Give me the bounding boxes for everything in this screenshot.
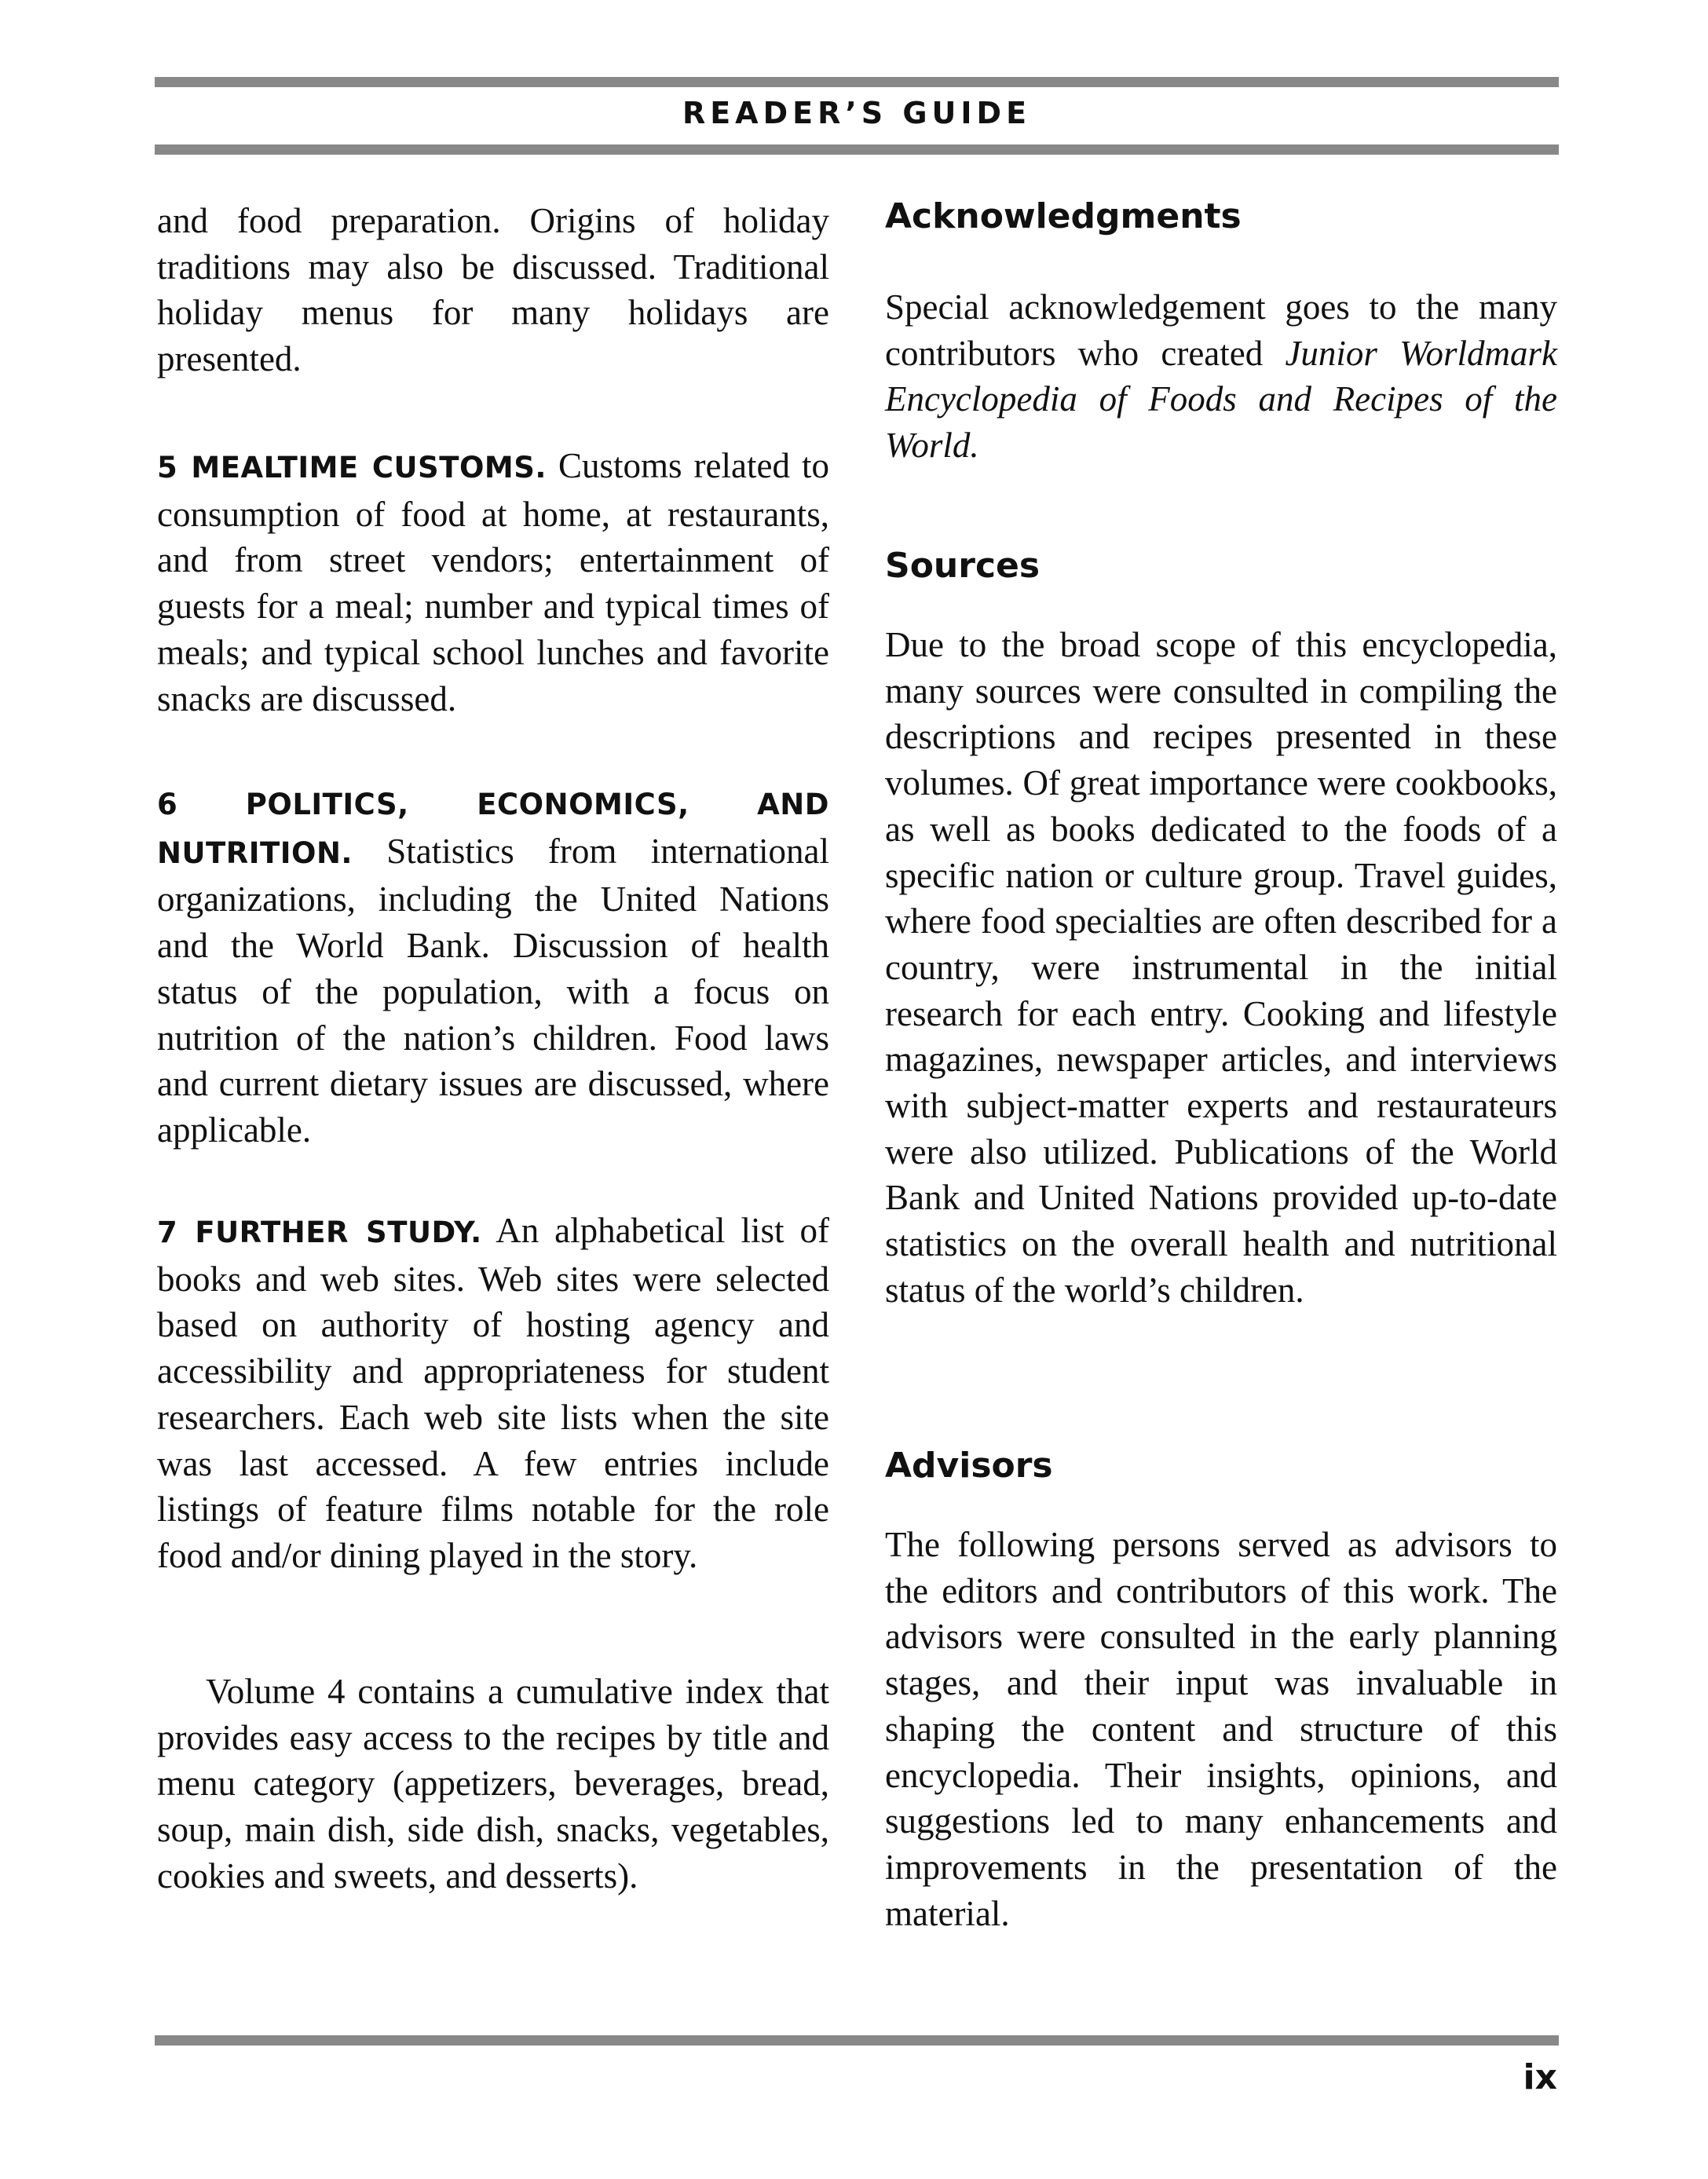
paragraph-further-study [157,1208,829,1579]
section-text: Statistics from international organizations, including the United Nations and the World Bank. Discussion of health status of the population, with a focus on nutrition of the nation’s children. Food laws and current dietary issues are discussed, where applicable. [157,831,829,1150]
paragraph-volume-4-index: Volume 4 contains a cumulative index that provides easy access to the recipes by title and menu category (appetizers, beverages, bread, soup, main dish, side dish, snacks, vegetables, cookies and sweets, and desserts). [157,1672,829,1896]
heading-sources: Sources [885,546,1041,586]
section-lead: 7 FURTHER STUDY. [157,1216,482,1249]
section-lead: 6 POLITICS, ECONOMICS, AND NUTRITION. [157,788,829,870]
page-number: ix [1523,2057,1557,2097]
section-text: An alphabetical list of books and web sites. Web sites were selected based on authority of hosting agency and accessibility and appropriateness for student researchers. Each web site lists when the site was last accessed. A few entries include listings of feature films notable for the role food and/or dining played in the story. [157,1211,829,1575]
acknowledgments-text-body: Special acknowledgement goes to the many contributors who created [885,287,1557,373]
paragraph-holiday-continued: and food preparation. Origins of holiday traditions may also be discussed. Traditional holiday menus for many holidays are presented. [157,201,829,379]
section-text: Customs related to consumption of food at home, at restaurants, and from street vendors; entertainment of guests for a meal; number and typical times of meals; and typical school lunches and favorite snacks are discussed. [157,446,829,718]
footer-rule [155,2035,1559,2046]
header-bottom-rule [155,144,1559,155]
paragraph-mealtime-customs [157,443,829,722]
advisors-text: The following persons served as advisors to the editors and contributors of this work. The advisors were consulted in the early planning stages, and their input was invaluable in shaping the content and structure of this encyclopedia. Their insights, opinions, and suggestions led to many enhancements and improvements in the presentation of the material. [885,1525,1557,1933]
heading-acknowledgments: Acknowledgments [885,196,1242,236]
heading-advisors: Advisors [885,1446,1053,1486]
paragraph-politics [157,780,829,1153]
acknowledgments-text [885,284,1557,469]
book-title: Junior Worldmark Encyclopedia of Foods and Recipes of the World. [885,333,1557,466]
running-head: READER’S GUIDE [682,96,1032,130]
section-lead: 5 MEALTIME CUSTOMS. [157,451,547,484]
header-top-rule [155,77,1559,87]
sources-text: Due to the broad scope of this encyclopedia, many sources were consulted in compiling the descriptions and recipes presented in these volumes. Of great importance were cookbooks, as well as books dedicated to the foods of a specific nation or culture group. Travel guides, where food specialties are often described for a country, were instrumental in the initial research for each entry. Cooking and lifestyle magazines, newspaper articles, and interviews with subject-matter experts and restaurateurs were also utilized. Publications of the World Bank and United Nations provided up-to-date statistics on the overall health and nutritional status of the world’s children. [885,625,1557,1310]
